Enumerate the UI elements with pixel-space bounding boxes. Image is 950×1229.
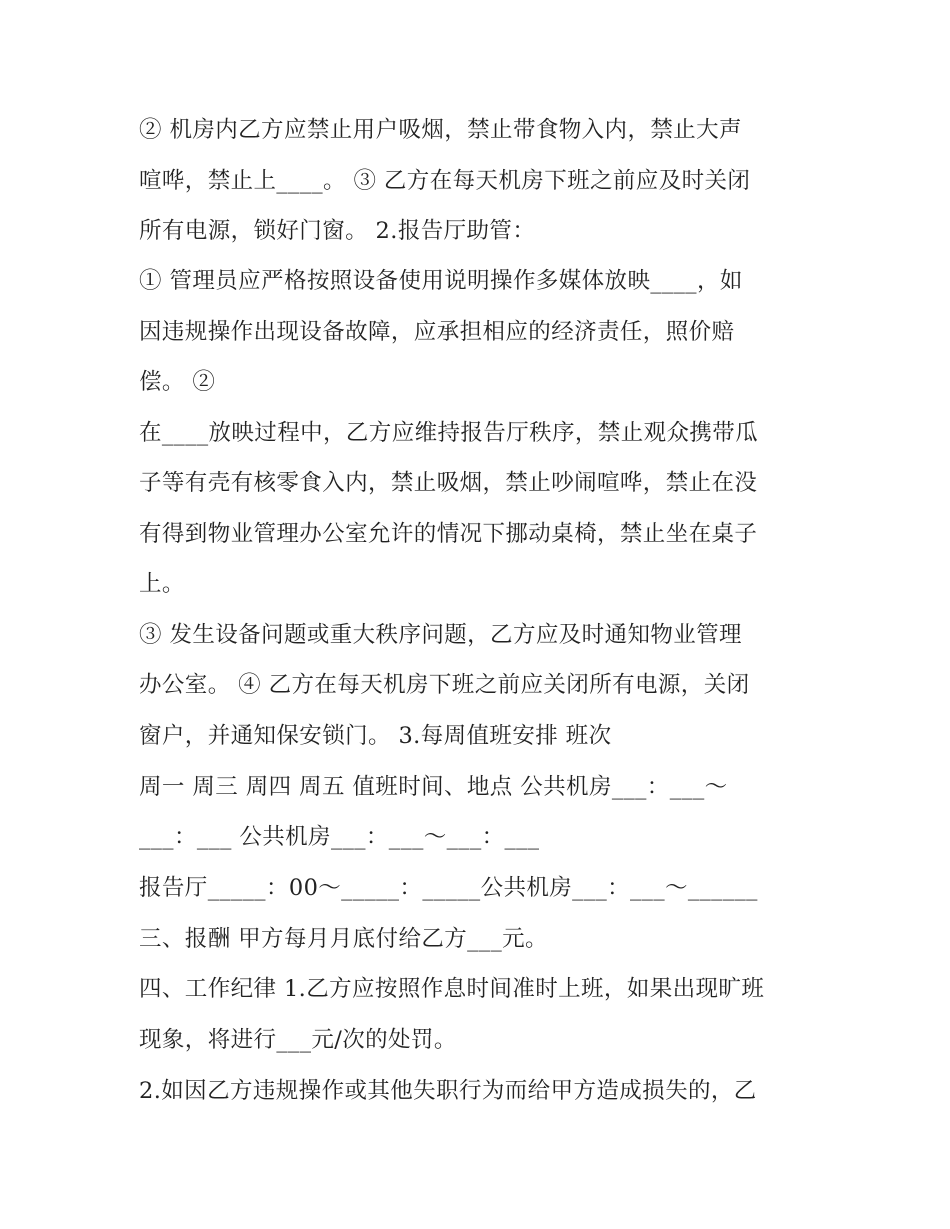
text-line: 有得到物业管理办公室允许的情况下挪动桌椅，禁止坐在桌子 [139,521,758,547]
text-line: ___：___ 公共机房___：___～___：___ [139,824,540,850]
text-line: 报告厅_____：00～_____：_____公共机房___：___～______ [139,875,758,901]
text-line: ③ 发生设备问题或重大秩序问题，乙方应及时通知物业管理 [139,622,742,648]
text-line: 周一 周三 周四 周五 值班时间、地点 公共机房___：___～ [139,774,728,800]
text-line: 因违规操作出现设备故障，应承担相应的经济责任，照价赔 [139,319,735,345]
text-line: ① 管理员应严格按照设备使用说明操作多媒体放映____，如 [139,268,743,294]
text-line: 在____放映过程中，乙方应维持报告厅秩序，禁止观众携带瓜 [139,420,759,446]
text-line: 子等有壳有核零食入内，禁止吸烟，禁止吵闹喧哗，禁止在没 [139,470,758,496]
text-line: 四、工作纪律 1.乙方应按照作息时间准时上班，如果出现旷班 [139,976,765,1002]
text-line: 现象，将进行___元/次的处罚。 [139,1027,457,1053]
text-line: 2.如因乙方违规操作或其他失职行为而给甲方造成损失的，乙 [139,1078,757,1104]
text-line: ② 机房内乙方应禁止用户吸烟，禁止带食物入内，禁止大声 [139,117,742,143]
text-line: 偿。 ② [139,369,216,395]
text-line: 窗户，并通知保安锁门。 3.每周值班安排 班次 [139,723,612,749]
text-line: 办公室。 ④ 乙方在每天机房下班之前应关闭所有电源，关闭 [139,672,750,698]
text-line: 所有电源，锁好门窗。 2.报告厅助管： [139,218,536,244]
text-line: 喧哗，禁止上____。 ③ 乙方在每天机房下班之前应及时关闭 [139,168,751,194]
text-line: 三、报酬 甲方每月月底付给乙方___元。 [139,926,548,952]
text-line: 上。 [139,571,185,597]
